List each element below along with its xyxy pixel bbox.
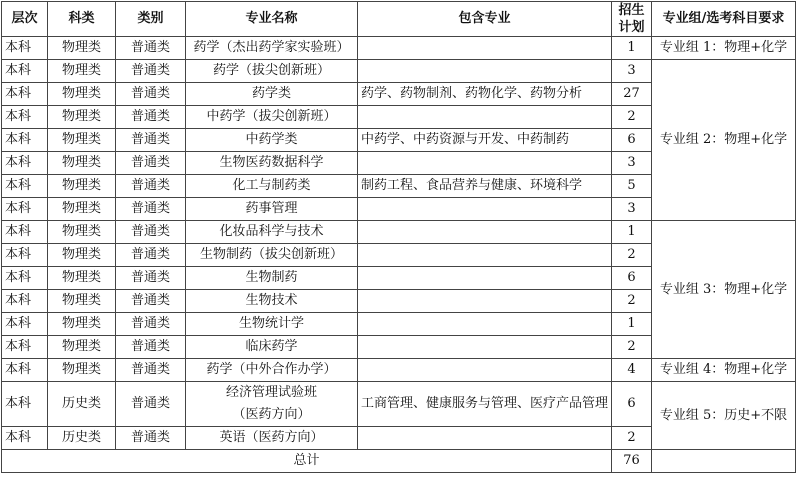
header-row xyxy=(2,2,796,37)
header-plan xyxy=(612,2,652,37)
cell-count: 2 xyxy=(612,106,652,129)
cell-includes xyxy=(358,244,612,267)
cell-level: 本科 xyxy=(2,427,48,450)
header-major: 专业名称 xyxy=(186,2,358,37)
cell-major: 化妆品科学与技术 xyxy=(186,221,358,244)
cell-category: 普通类 xyxy=(116,427,186,450)
total-label: 总计 xyxy=(2,450,612,473)
cell-level: 本科 xyxy=(2,83,48,106)
cell-subject-type: 物理类 xyxy=(48,313,116,336)
cell-subject-type: 物理类 xyxy=(48,221,116,244)
cell-level: 本科 xyxy=(2,152,48,175)
cell-category: 普通类 xyxy=(116,359,186,382)
header-category: 类别 xyxy=(116,2,186,37)
cell-category: 普通类 xyxy=(116,313,186,336)
cell-count: 6 xyxy=(612,267,652,290)
cell-subject-type: 物理类 xyxy=(48,336,116,359)
cell-count: 3 xyxy=(612,60,652,83)
cell-category: 普通类 xyxy=(116,60,186,83)
cell-includes xyxy=(358,267,612,290)
cell-count: 5 xyxy=(612,175,652,198)
cell-subject-type: 历史类 xyxy=(48,427,116,450)
cell-major: 化工与制药类 xyxy=(186,175,358,198)
cell-count: 1 xyxy=(612,37,652,60)
cell-subject-type: 物理类 xyxy=(48,244,116,267)
cell-includes xyxy=(358,106,612,129)
cell-subject-type: 物理类 xyxy=(48,152,116,175)
cell-group-2: 专业组 2：物理+化学 xyxy=(652,60,796,221)
cell-level: 本科 xyxy=(2,106,48,129)
cell-category: 普通类 xyxy=(116,106,186,129)
total-row xyxy=(2,450,796,473)
cell-major: 药学（拔尖创新班） xyxy=(186,60,358,83)
cell-count: 1 xyxy=(612,313,652,336)
cell-includes: 中药学、中药资源与开发、中药制药 xyxy=(358,129,612,152)
table-row xyxy=(2,359,796,382)
cell-level: 本科 xyxy=(2,382,48,427)
header-plan-line1: 招生 xyxy=(618,3,645,18)
cell-includes: 制药工程、食品营养与健康、环境科学 xyxy=(358,175,612,198)
cell-level: 本科 xyxy=(2,267,48,290)
cell-count: 2 xyxy=(612,244,652,267)
enrollment-plan-table xyxy=(1,1,796,473)
cell-subject-type: 物理类 xyxy=(48,106,116,129)
cell-count: 6 xyxy=(612,382,652,427)
cell-subject-type: 历史类 xyxy=(48,382,116,427)
cell-level: 本科 xyxy=(2,290,48,313)
cell-includes xyxy=(358,152,612,175)
cell-level: 本科 xyxy=(2,221,48,244)
cell-subject-type: 物理类 xyxy=(48,198,116,221)
cell-category: 普通类 xyxy=(116,83,186,106)
cell-category: 普通类 xyxy=(116,336,186,359)
cell-group-1: 专业组 1：物理+化学 xyxy=(652,37,796,60)
cell-group-3: 专业组 3：物理+化学 xyxy=(652,221,796,359)
cell-includes xyxy=(358,37,612,60)
cell-category: 普通类 xyxy=(116,290,186,313)
cell-count: 3 xyxy=(612,152,652,175)
cell-subject-type: 物理类 xyxy=(48,129,116,152)
cell-level: 本科 xyxy=(2,198,48,221)
total-blank-cell xyxy=(652,450,796,473)
cell-count: 2 xyxy=(612,336,652,359)
cell-includes: 药学、药物制剂、药物化学、药物分析 xyxy=(358,83,612,106)
cell-major: 临床药学 xyxy=(186,336,358,359)
table-row xyxy=(2,60,796,83)
cell-major: 药学（杰出药学家实验班） xyxy=(186,37,358,60)
cell-includes: 工商管理、健康服务与管理、医疗产品管理 xyxy=(358,382,612,427)
cell-level: 本科 xyxy=(2,129,48,152)
table-row xyxy=(2,382,796,427)
cell-category: 普通类 xyxy=(116,267,186,290)
cell-category: 普通类 xyxy=(116,244,186,267)
cell-level: 本科 xyxy=(2,244,48,267)
cell-subject-type: 物理类 xyxy=(48,37,116,60)
cell-includes xyxy=(358,290,612,313)
cell-major: 中药学（拔尖创新班） xyxy=(186,106,358,129)
cell-count: 3 xyxy=(612,198,652,221)
cell-includes xyxy=(358,359,612,382)
cell-count: 2 xyxy=(612,290,652,313)
cell-level: 本科 xyxy=(2,313,48,336)
cell-level: 本科 xyxy=(2,175,48,198)
cell-category: 普通类 xyxy=(116,129,186,152)
cell-major: 经济管理试验班 （医药方向） xyxy=(186,382,358,427)
cell-group-5: 专业组 5：历史+不限 xyxy=(652,382,796,450)
cell-major: 生物制药（拔尖创新班） xyxy=(186,244,358,267)
cell-major: 生物统计学 xyxy=(186,313,358,336)
cell-category: 普通类 xyxy=(116,382,186,427)
cell-includes xyxy=(358,198,612,221)
cell-major: 药事管理 xyxy=(186,198,358,221)
cell-group-4: 专业组 4：物理+化学 xyxy=(652,359,796,382)
cell-major: 中药学类 xyxy=(186,129,358,152)
cell-level: 本科 xyxy=(2,37,48,60)
table-row xyxy=(2,221,796,244)
cell-includes xyxy=(358,60,612,83)
cell-category: 普通类 xyxy=(116,221,186,244)
header-group: 专业组/选考科目要求 xyxy=(652,2,796,37)
cell-major: 药学（中外合作办学） xyxy=(186,359,358,382)
cell-includes xyxy=(358,313,612,336)
cell-includes xyxy=(358,336,612,359)
cell-major: 生物医药数据科学 xyxy=(186,152,358,175)
cell-subject-type: 物理类 xyxy=(48,290,116,313)
cell-major: 英语（医药方向） xyxy=(186,427,358,450)
cell-subject-type: 物理类 xyxy=(48,60,116,83)
cell-subject-type: 物理类 xyxy=(48,83,116,106)
table-row xyxy=(2,37,796,60)
cell-subject-type: 物理类 xyxy=(48,267,116,290)
total-count: 76 xyxy=(612,450,652,473)
cell-subject-type: 物理类 xyxy=(48,175,116,198)
header-level: 层次 xyxy=(2,2,48,37)
cell-level: 本科 xyxy=(2,359,48,382)
cell-category: 普通类 xyxy=(116,198,186,221)
cell-level: 本科 xyxy=(2,336,48,359)
cell-count: 4 xyxy=(612,359,652,382)
cell-major: 生物技术 xyxy=(186,290,358,313)
header-plan-line2: 计划 xyxy=(618,20,645,35)
cell-count: 2 xyxy=(612,427,652,450)
cell-includes xyxy=(358,427,612,450)
header-subject-type: 科类 xyxy=(48,2,116,37)
cell-count: 27 xyxy=(612,83,652,106)
enrollment-plan-wrapper xyxy=(1,1,796,473)
cell-category: 普通类 xyxy=(116,37,186,60)
cell-major: 药学类 xyxy=(186,83,358,106)
cell-level: 本科 xyxy=(2,60,48,83)
cell-category: 普通类 xyxy=(116,152,186,175)
cell-subject-type: 物理类 xyxy=(48,359,116,382)
cell-count: 6 xyxy=(612,129,652,152)
cell-includes xyxy=(358,221,612,244)
header-includes: 包含专业 xyxy=(358,2,612,37)
cell-category: 普通类 xyxy=(116,175,186,198)
cell-count: 1 xyxy=(612,221,652,244)
cell-major: 生物制药 xyxy=(186,267,358,290)
